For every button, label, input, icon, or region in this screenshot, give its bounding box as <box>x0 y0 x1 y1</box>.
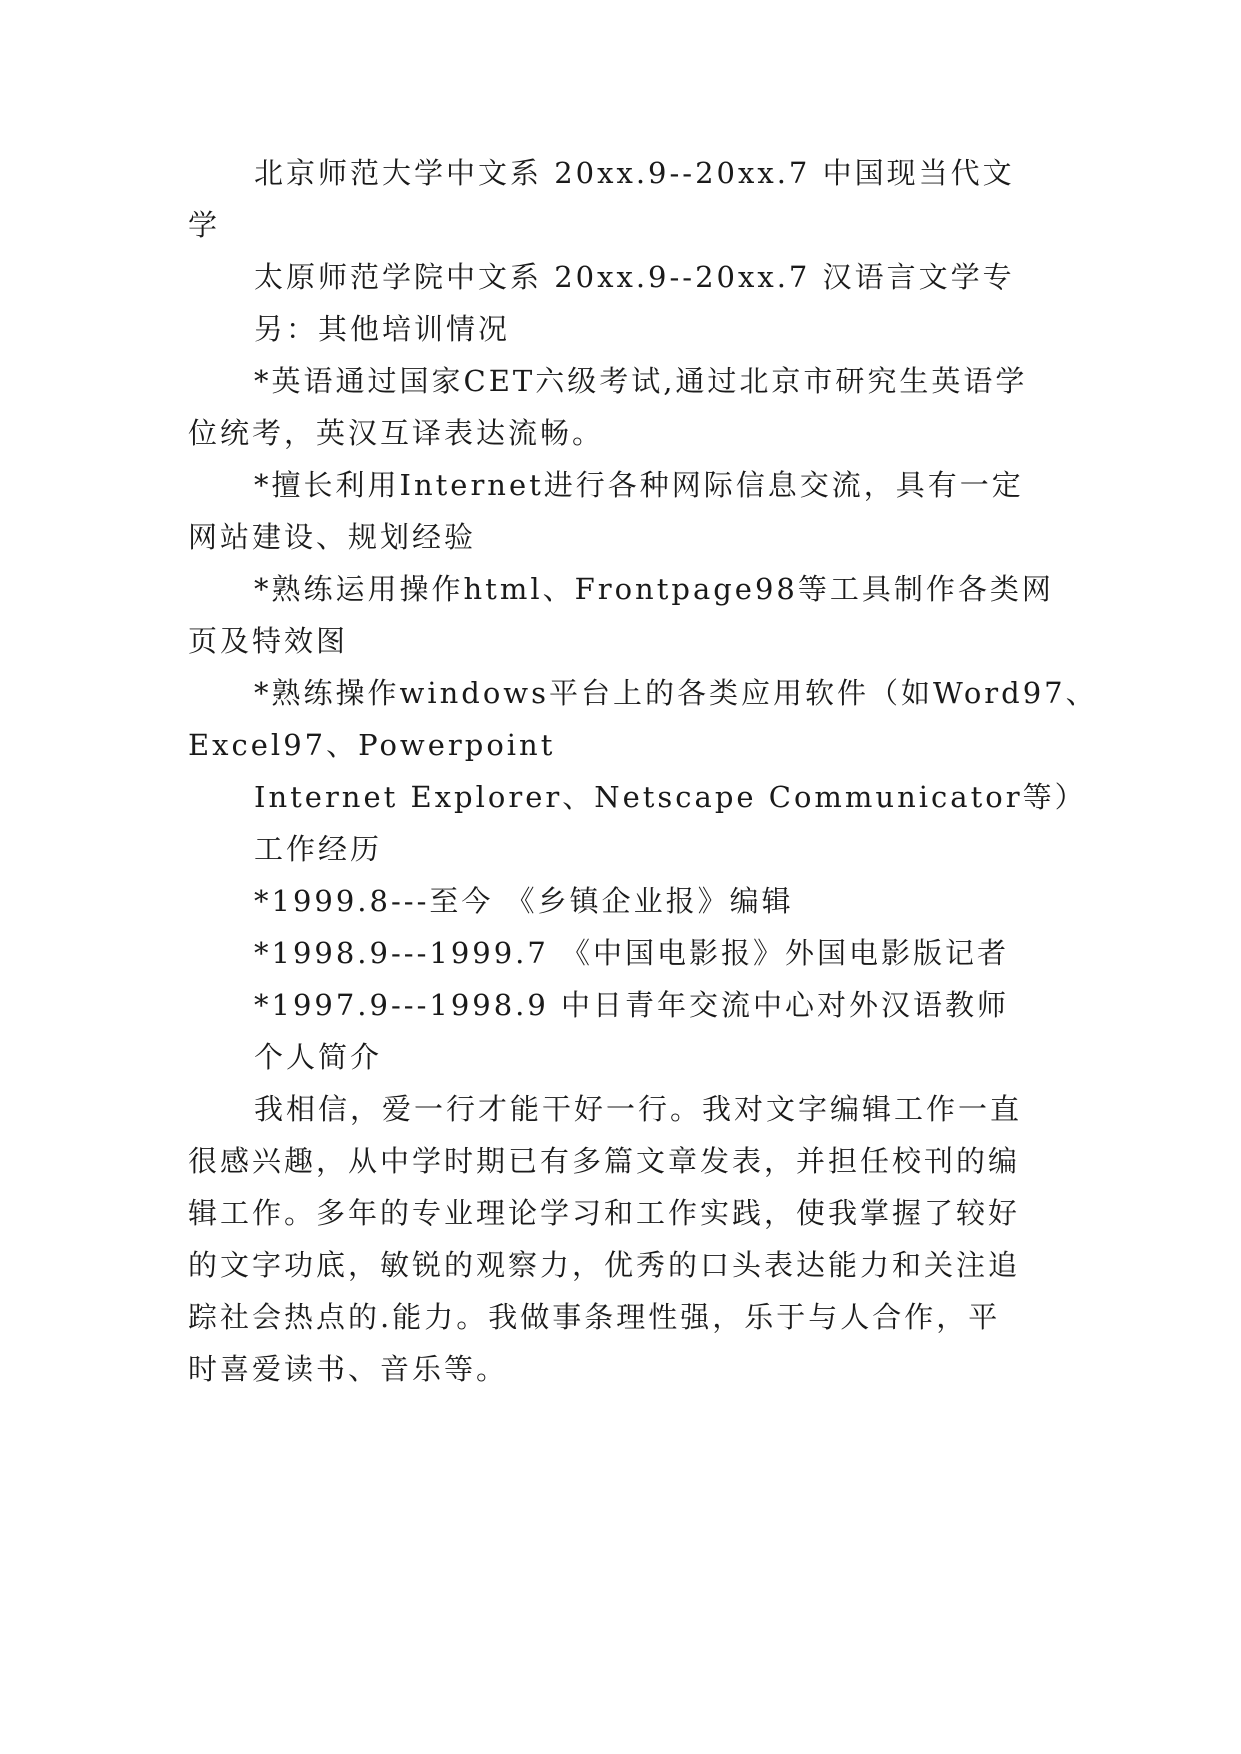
work-item-1: *1999.8---至今 《乡镇企业报》编辑 <box>254 884 794 918</box>
education-line-1-cont: 学 <box>188 208 221 242</box>
skill-software: *熟练操作windows平台上的各类应用软件（如Word97、 <box>254 676 1098 710</box>
work-item-3: *1997.9---1998.9 中日青年交流中心对外汉语教师 <box>254 988 1010 1022</box>
profile-line-3: 辑工作。多年的专业理论学习和工作实践，使我掌握了较好 <box>188 1196 1021 1230</box>
skill-internet: *擅长利用Internet进行各种网际信息交流，具有一定 <box>254 468 1024 502</box>
skill-software-cont-2: Internet Explorer、Netscape Communicator等） <box>254 780 1087 814</box>
training-heading: 另：其他培训情况 <box>254 312 511 346</box>
profile-line-1: 我相信，爱一行才能干好一行。我对文字编辑工作一直 <box>254 1092 1023 1126</box>
profile-line-6: 时喜爱读书、音乐等。 <box>188 1352 509 1386</box>
profile-heading: 个人简介 <box>254 1040 383 1074</box>
work-heading: 工作经历 <box>254 832 383 866</box>
skill-internet-cont: 网站建设、规划经验 <box>188 520 477 554</box>
profile-line-5: 踪社会热点的.能力。我做事条理性强，乐于与人合作，平 <box>188 1300 1001 1334</box>
skill-web-cont: 页及特效图 <box>188 624 349 658</box>
profile-line-2: 很感兴趣，从中学时期已有多篇文章发表，并担任校刊的编 <box>188 1144 1021 1178</box>
education-line-1: 北京师范大学中文系 20xx.9--20xx.7 中国现当代文 <box>254 156 1015 190</box>
work-item-2: *1998.9---1999.7 《中国电影报》外国电影版记者 <box>254 936 1010 970</box>
education-line-2: 太原师范学院中文系 20xx.9--20xx.7 汉语言文学专 <box>254 260 1015 294</box>
profile-line-4: 的文字功底，敏锐的观察力，优秀的口头表达能力和关注追 <box>188 1248 1021 1282</box>
skill-english-cont: 位统考，英汉互译表达流畅。 <box>188 416 605 450</box>
skill-web: *熟练运用操作html、Frontpage98等工具制作各类网 <box>254 572 1054 606</box>
skill-english: *英语通过国家CET六级考试,通过北京市研究生英语学 <box>254 364 1028 398</box>
skill-software-cont: Excel97、Powerpoint <box>188 728 556 762</box>
